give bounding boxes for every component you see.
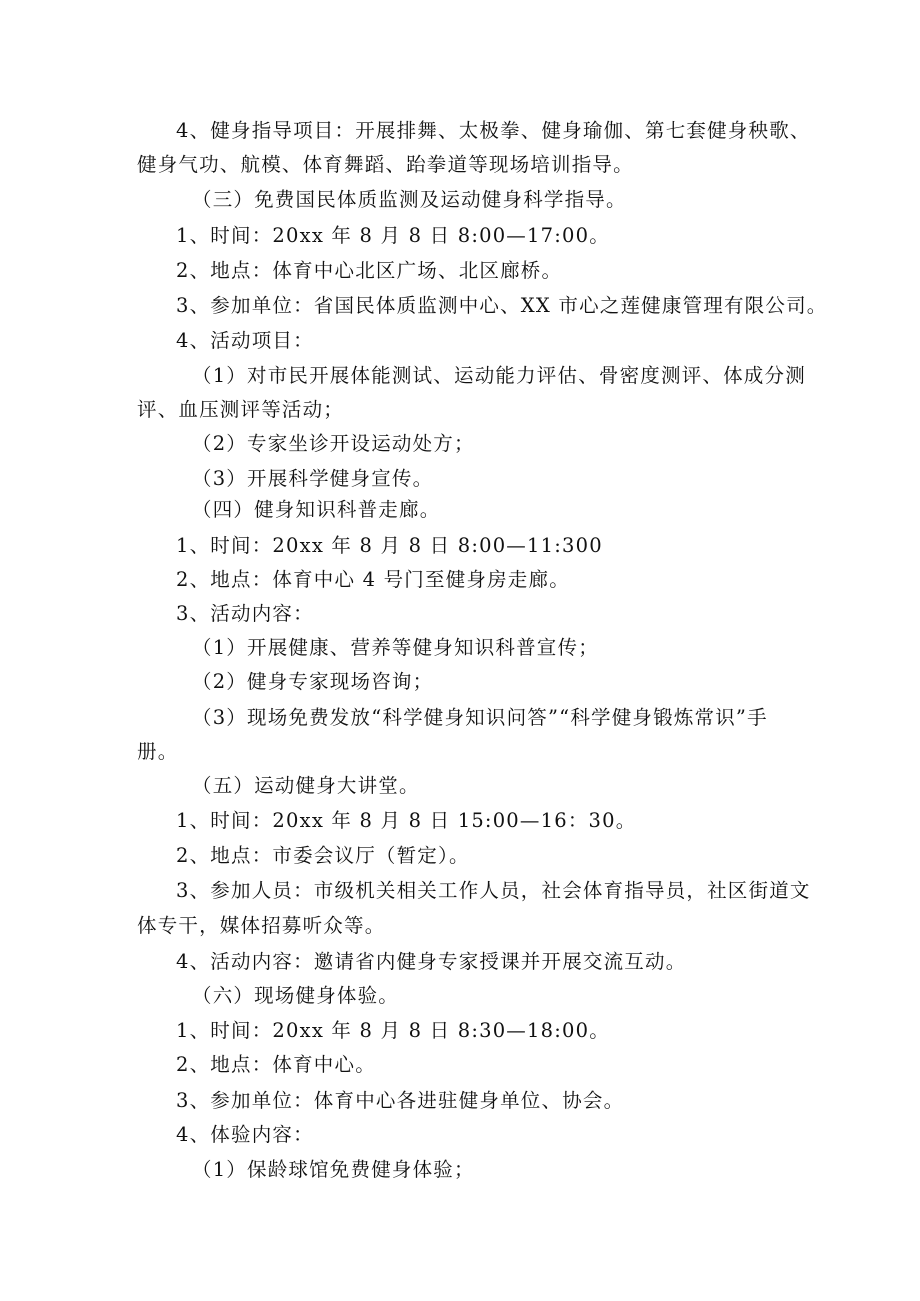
text-line: （2）健身专家现场咨询； <box>192 670 434 693</box>
text-line: 健身气功、航模、体育舞蹈、跆拳道等现场培训指导。 <box>137 153 634 176</box>
text-line: 1、时间：20xx 年 8 月 8 日 8:00—17:00。 <box>176 224 610 247</box>
section-heading: （三）免费国民体质监测及运动健身科学指导。 <box>192 188 627 211</box>
text-line: 2、地点：体育中心北区广场、北区廊桥。 <box>176 259 563 282</box>
text-line: 评、血压测评等活动； <box>137 398 345 421</box>
text-line: 1、时间：20xx 年 8 月 8 日 15:00—16：30。 <box>176 809 637 832</box>
text-line: 1、时间：20xx 年 8 月 8 日 8:00—11:300 <box>176 534 603 557</box>
section-heading: （四）健身知识科普走廊。 <box>192 498 441 521</box>
text-line: 2、地点：体育中心。 <box>176 1053 376 1076</box>
section-heading: （六）现场健身体验。 <box>192 984 400 1007</box>
text-line: 2、地点：体育中心 4 号门至健身房走廊。 <box>176 568 570 591</box>
text-line: 3、参加单位：省国民体质监测中心、XX 市心之莲健康管理有限公司。 <box>176 294 828 317</box>
text-line: 4、活动项目： <box>176 329 314 352</box>
text-line: 4、健身指导项目：开展排舞、太极拳、健身瑜伽、第七套健身秧歌、 <box>176 119 811 142</box>
text-line: 2、地点：市委会议厅（暂定）。 <box>176 844 470 867</box>
text-line: （1）开展健康、营养等健身知识科普宣传； <box>192 636 599 659</box>
text-line: 3、活动内容： <box>176 602 314 625</box>
text-line: 1、时间：20xx 年 8 月 8 日 8:30—18:00。 <box>176 1019 610 1042</box>
text-line: 册。 <box>137 740 179 763</box>
text-line: （1）保龄球馆免费健身体验； <box>192 1158 475 1181</box>
text-line: 4、体验内容： <box>176 1123 314 1146</box>
text-line: （2）专家坐诊开设运动处方； <box>192 432 475 455</box>
text-line: （3）现场免费发放“科学健身知识问答”“科学健身锻炼常识”手 <box>192 706 768 729</box>
text-line: （1）对市民开展体能测试、运动能力评估、骨密度测评、体成分测 <box>192 364 806 387</box>
text-line: 3、参加人员：市级机关相关工作人员，社会体育指导员，社区街道文 <box>176 879 811 902</box>
section-heading: （五）运动健身大讲堂。 <box>192 774 420 797</box>
text-line: 体专干，媒体招募听众等。 <box>137 914 386 937</box>
text-line: 3、参加单位：体育中心各进驻健身单位、协会。 <box>176 1089 625 1112</box>
text-line: （3）开展科学健身宣传。 <box>192 467 434 490</box>
text-line: 4、活动内容：邀请省内健身专家授课并开展交流互动。 <box>176 950 687 973</box>
